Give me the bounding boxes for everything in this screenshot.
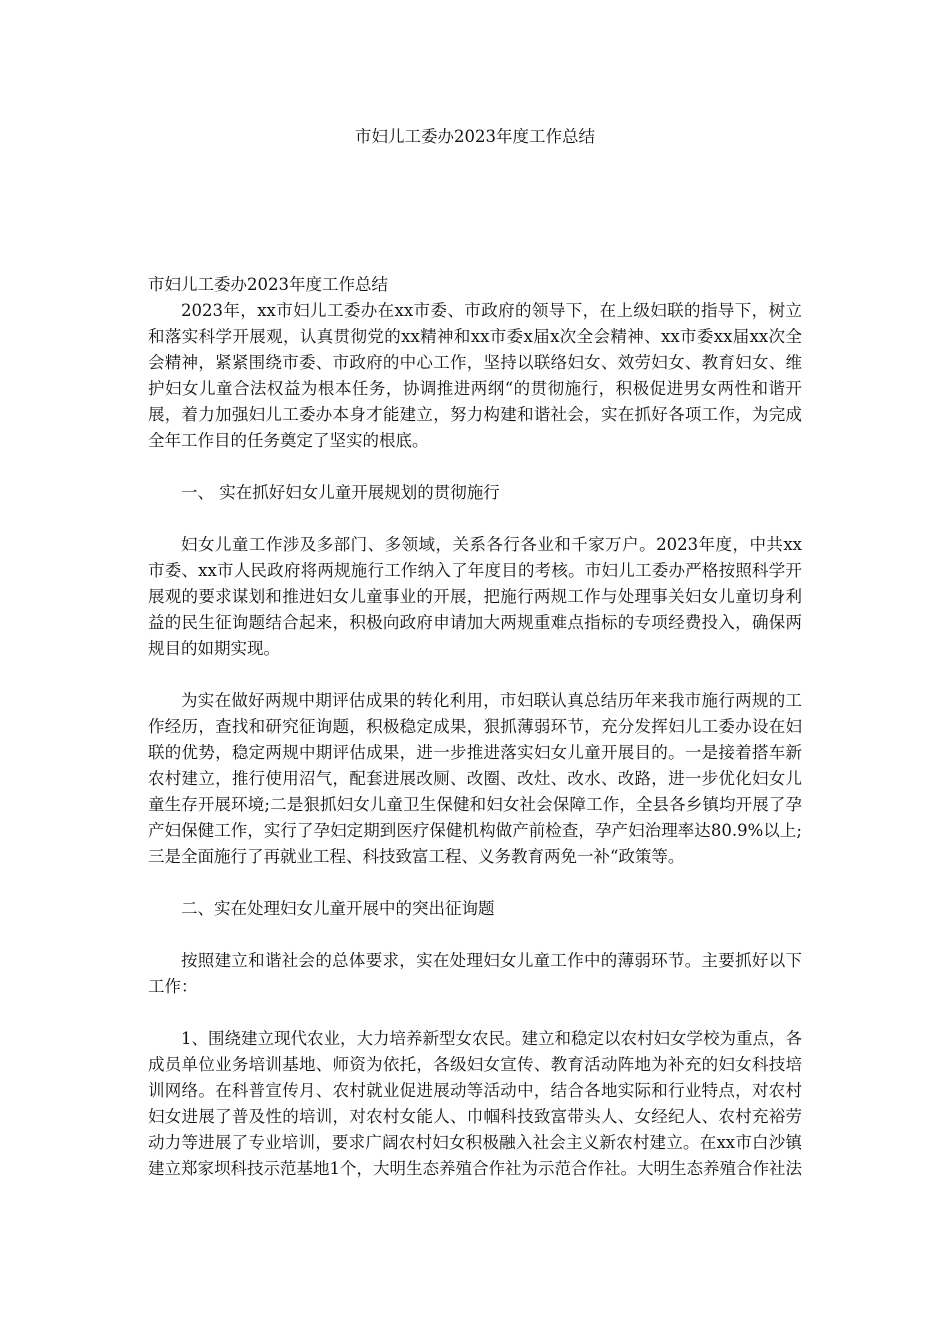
paragraph: 1、围绕建立现代农业，大力培养新型女农民。建立和稳定以农村妇女学校为重点，各成员单位业务培训基地、师资为依托，各级妇女宣传、教育活动阵地为补充的妇女科技培训网络。在科普宣传月、农村就业促进展动等活动中，结合各地实际和行业特点，对农村妇女进展了普及性的培训，对农村女能人、巾帼科技致富带头人、女经纪人、农村充裕劳动力等进展了专业培训，要求广阔农村妇女积极融入社会主义新农村建立。在xx市白沙镇建立郑家坝科技示范基地1个，大明生态养殖合作社为示范合作社。大明生态养殖合作社法	[148, 1029, 802, 1178]
section-heading-2: 二、实在处理妇女儿童开展中的突出征询题	[181, 899, 495, 918]
document-body	[148, 272, 802, 1182]
paragraph-intro: 2023年，xx市妇儿工委办在xx市委、市政府的领导下，在上级妇联的指导下，树立和落实科学开展观，认真贯彻党的xx精神和xx市委x届x次全会精神、xx市委xx届xx次全会精神，紧紧围绕市委、市政府的中心工作，坚持以联络妇女、效劳妇女、教育妇女、维护妇女儿童合法权益为根本任务，协调推进两纲“的贯彻施行，积极促进男女两性和谐开展，着力加强妇儿工委办本身才能建立，努力构建和谐社会，实在抓好各项工作，为完成全年工作目的任务奠定了坚实的根底。	[148, 301, 802, 450]
paragraph: 按照建立和谐社会的总体要求，实在处理妇女儿童工作中的薄弱环节。主要抓好以下工作：	[148, 951, 802, 996]
document-subtitle: 市妇儿工委办2023年度工作总结	[148, 275, 388, 294]
document-title: 市妇儿工委办2023年度工作总结	[355, 127, 595, 146]
section-heading-1: 一、 实在抓好妇女儿童开展规划的贯彻施行	[181, 483, 500, 502]
paragraph: 妇女儿童工作涉及多部门、多领域，关系各行各业和千家万户。2023年度，中共xx市委、xx市人民政府将两规施行工作纳入了年度目的考核。市妇儿工委办严格按照科学开展观的要求谋划和推进妇女儿童事业的开展，把施行两规工作与处理事关妇女儿童切身利益的民生征询题结合起来，积极向政府申请加大两规重难点指标的专项经费投入，确保两规目的如期实现。	[148, 535, 802, 658]
paragraph: 为实在做好两规中期评估成果的转化利用，市妇联认真总结历年来我市施行两规的工作经历，查找和研究征询题，积极稳定成果，狠抓薄弱环节，充分发挥妇儿工委办设在妇联的优势，稳定两规中期评估成果，进一步推进落实妇女儿童开展目的。一是接着搭车新农村建立，推行使用沼气，配套进展改厕、改圈、改灶、改水、改路，进一步优化妇女儿童生存开展环境;二是狠抓妇女儿童卫生保健和妇女社会保障工作，全县各乡镇均开展了孕产妇保健工作，实行了孕妇定期到医疗保健机构做产前检查，孕产妇治理率达80.9%以上;三是全面施行了再就业工程、科技致富工程、义务教育两免一补“政策等。	[148, 691, 802, 866]
